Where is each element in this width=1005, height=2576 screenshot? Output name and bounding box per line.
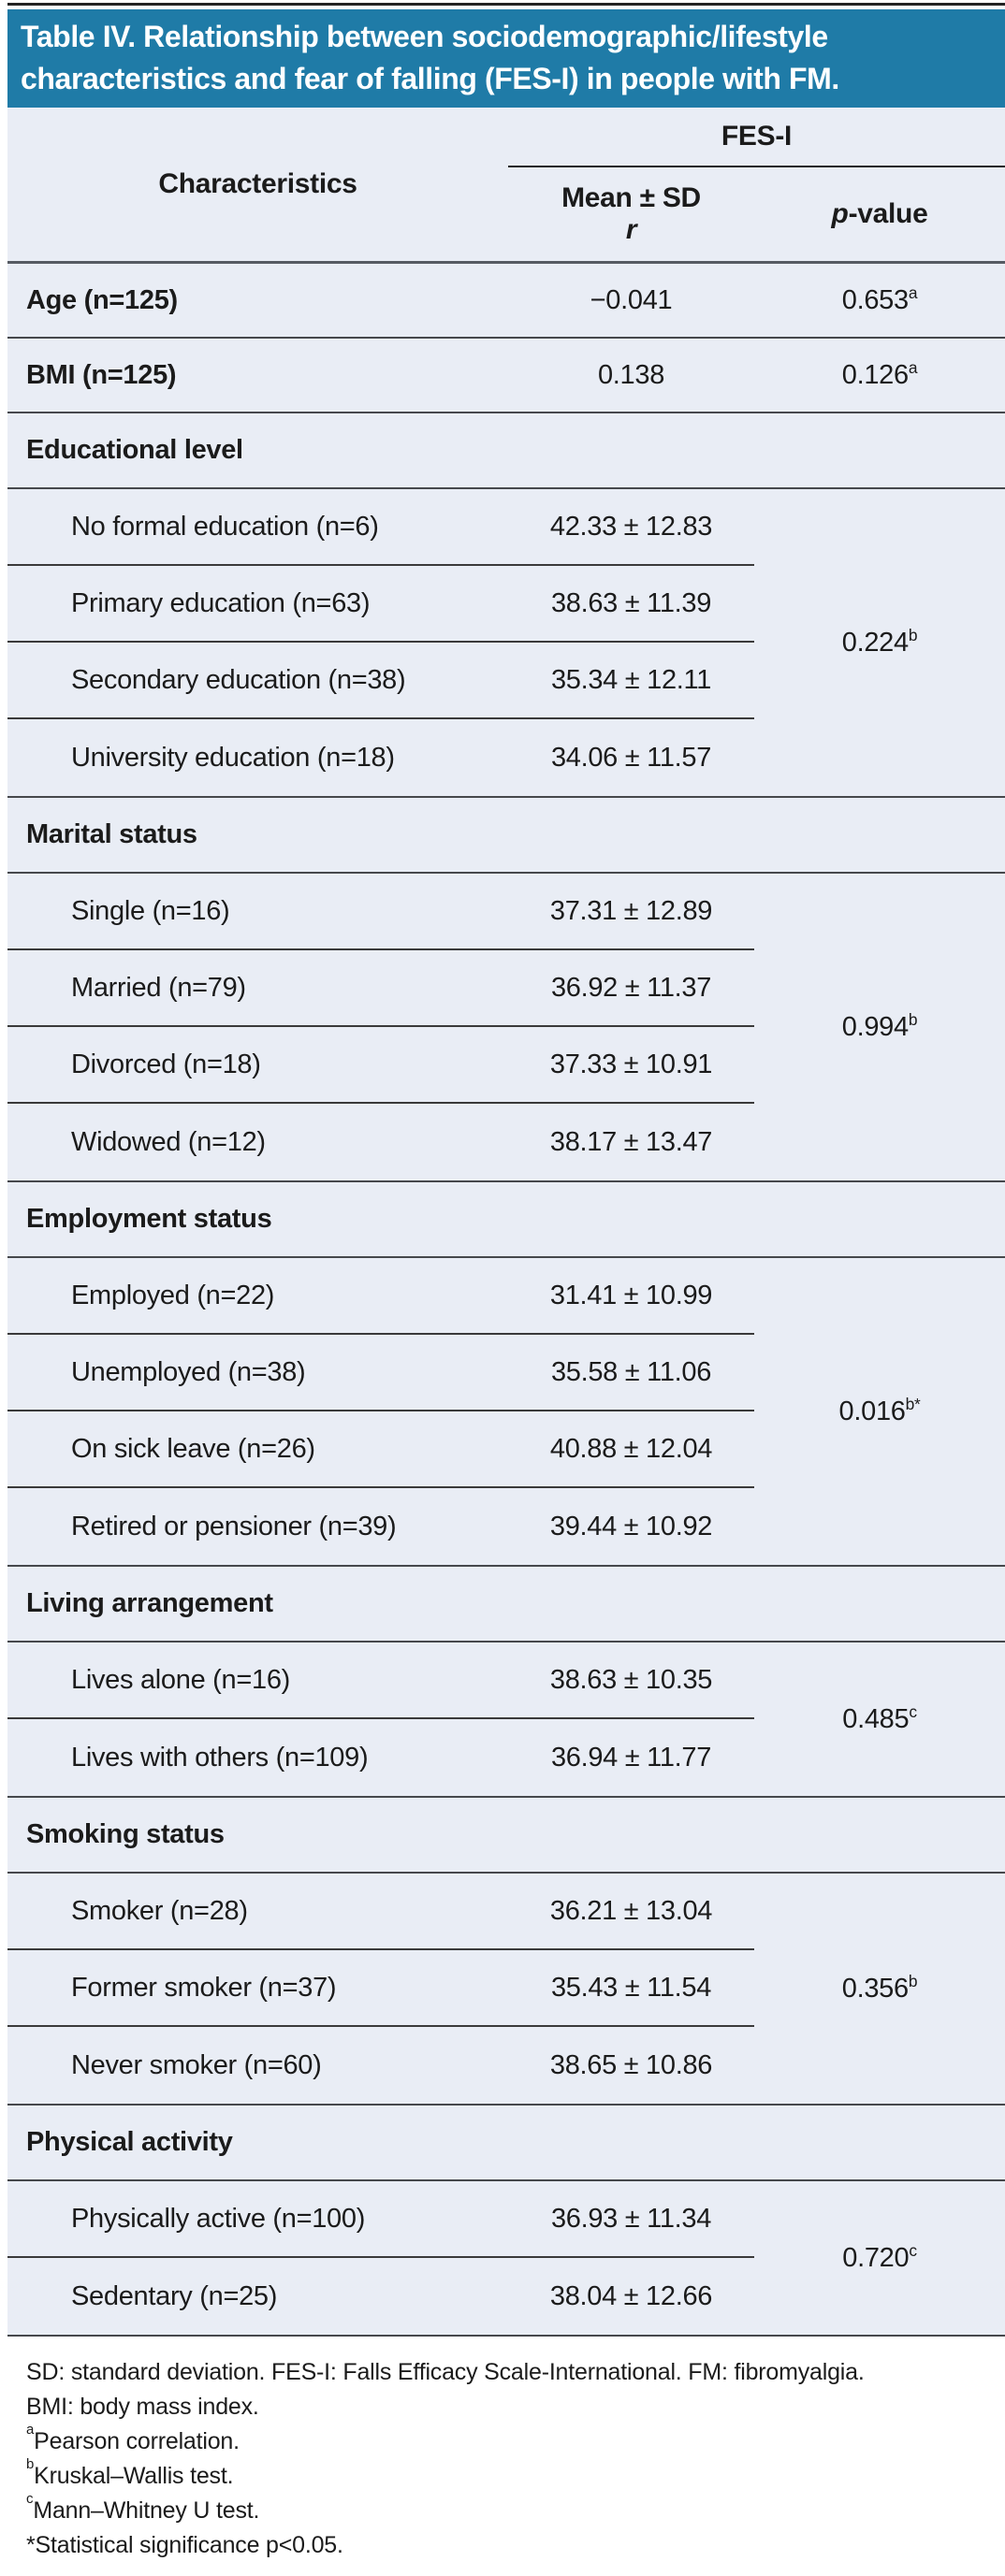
footnote-text: BMI: body mass index.: [26, 2394, 259, 2420]
row-value: 35.43 ± 11.54: [550, 1972, 712, 2003]
footnote-text: Mann–Whitney U test.: [33, 2497, 260, 2524]
section-subrows: [7, 1258, 754, 1565]
p-value-text: 0.016: [838, 1396, 906, 1426]
top-rule-divider: [7, 3, 1005, 6]
row-value: 36.93 ± 11.34: [550, 2203, 712, 2234]
row-label: Former smoker (n=37): [71, 1972, 337, 2003]
column-group-header-fesi: FES-I: [508, 108, 1005, 167]
table-row: [7, 1335, 754, 1411]
r-label: r: [625, 214, 637, 245]
row-p-value: 0.653 $^a$: [841, 283, 918, 315]
section-body: [7, 1874, 1005, 2106]
section-heading: Educational level: [7, 413, 1005, 489]
p-value-text: 0.224: [841, 627, 909, 658]
section-p-value: 0.356 $^b$: [841, 1972, 918, 2004]
table-row: [7, 1411, 754, 1488]
section-subrows: [7, 2181, 754, 2335]
table-row: [7, 1874, 754, 1950]
row-label: Employed (n=22): [71, 1280, 275, 1310]
footnote-abbreviations: [26, 2355, 983, 2390]
table-row: [7, 1643, 754, 1719]
table-header-row: [7, 108, 1005, 264]
section-p-value: 0.720 $^c$: [842, 2241, 917, 2273]
section-smoking-status: [7, 1798, 1005, 2106]
table-row-age: [7, 264, 1005, 339]
row-label: Smoker (n=28): [71, 1895, 248, 1926]
table-row: [7, 1488, 754, 1565]
table-row: [7, 874, 754, 950]
row-value: 34.06 ± 11.57: [550, 742, 712, 773]
footnote-pearson: [26, 2421, 983, 2459]
footnote-bmi: [26, 2390, 983, 2424]
table-row: [7, 2181, 754, 2258]
section-heading: Living arrangement: [7, 1567, 1005, 1643]
section-body: [7, 1643, 1005, 1798]
section-body: [7, 489, 1005, 798]
table-row: [7, 1027, 754, 1104]
row-label: Unemployed (n=38): [71, 1356, 306, 1387]
column-header-characteristics: Characteristics: [158, 168, 357, 199]
row-value: 38.63 ± 11.39: [550, 587, 712, 618]
row-label: Lives alone (n=16): [71, 1664, 291, 1695]
section-heading: Smoking status: [7, 1798, 1005, 1874]
row-value: 35.58 ± 11.06: [550, 1356, 712, 1387]
table-row: [7, 566, 754, 643]
section-heading: Employment status: [7, 1182, 1005, 1258]
section-body: [7, 1258, 1005, 1567]
row-label: Widowed (n=12): [71, 1126, 266, 1157]
section-employment-status: [7, 1182, 1005, 1567]
footnote-significance: [26, 2528, 983, 2563]
section-heading: Marital status: [7, 798, 1005, 874]
row-label: Secondary education (n=38): [71, 664, 406, 695]
table-row: [7, 950, 754, 1027]
footnote-mann-whitney: [26, 2490, 983, 2528]
section-subrows: [7, 489, 754, 796]
footnote-text: SD: standard deviation. FES-I: Falls Efficacy Scale-International. FM: fibromyalgia.: [26, 2359, 865, 2385]
p-value-text: 0.653: [841, 284, 909, 315]
footnote-superscript: c: [26, 2490, 34, 2507]
row-label: Single (n=16): [71, 895, 230, 926]
section-heading: Physical activity: [7, 2106, 1005, 2181]
row-label: Retired or pensioner (n=39): [71, 1511, 397, 1541]
row-value: 31.41 ± 10.99: [549, 1280, 713, 1310]
row-value: −0.041: [590, 284, 673, 315]
row-label: On sick leave (n=26): [71, 1433, 315, 1464]
mean-sd-label: Mean ± SD: [561, 182, 701, 213]
row-value: 36.92 ± 11.37: [550, 972, 712, 1003]
section-p-value: 0.224 $^b$: [841, 626, 918, 658]
table-row: [7, 2258, 754, 2335]
row-label: University education (n=18): [71, 742, 395, 773]
row-label: Never smoker (n=60): [71, 2049, 322, 2080]
row-value: 38.65 ± 10.86: [549, 2049, 713, 2080]
table-row: [7, 489, 754, 566]
row-label: Married (n=79): [71, 972, 246, 1003]
table-row: [7, 643, 754, 719]
row-label: BMI (n=125): [26, 359, 177, 390]
p-italic: p: [831, 198, 849, 229]
section-body: [7, 2181, 1005, 2337]
footnote-superscript: b: [26, 2455, 35, 2472]
row-label: Primary education (n=63): [71, 587, 371, 618]
row-label: Sedentary (n=25): [71, 2280, 278, 2311]
table-row: [7, 1950, 754, 2027]
row-value: 35.34 ± 12.11: [550, 664, 712, 695]
table-row: [7, 1719, 754, 1796]
column-header-mean-sd-r: [508, 167, 754, 261]
row-label: Physically active (n=100): [71, 2203, 366, 2234]
p-value-text: 0.720: [842, 2242, 910, 2273]
row-value: 0.138: [597, 359, 665, 390]
row-value: 38.17 ± 13.47: [549, 1126, 713, 1157]
p-value-text: 0.994: [841, 1011, 909, 1042]
row-label: Lives with others (n=109): [71, 1742, 369, 1773]
footnotes-block: [7, 2337, 1005, 2563]
row-value: 42.33 ± 12.83: [549, 511, 713, 542]
row-p-value: 0.126 $^a$: [841, 358, 918, 390]
footnote-text: Kruskal–Wallis test.: [34, 2463, 234, 2489]
row-value: 37.31 ± 12.89: [549, 895, 713, 926]
row-label: No formal education (n=6): [71, 511, 379, 542]
section-body: [7, 874, 1005, 1182]
section-living-arrangement: [7, 1567, 1005, 1798]
table-row-bmi: [7, 339, 1005, 413]
footnote-kruskal-wallis: [26, 2455, 983, 2494]
row-label: Divorced (n=18): [71, 1049, 261, 1079]
table-row: [7, 719, 754, 796]
p-value-text: 0.485: [842, 1703, 910, 1734]
row-value: 40.88 ± 12.04: [549, 1433, 713, 1464]
row-value: 38.63 ± 10.35: [549, 1664, 713, 1695]
table-row: [7, 2027, 754, 2104]
row-value: 36.94 ± 11.77: [550, 1742, 712, 1773]
row-value: 36.21 ± 13.04: [549, 1895, 713, 1926]
section-marital-status: [7, 798, 1005, 1182]
row-label: Age (n=125): [26, 284, 178, 315]
section-physical-activity: [7, 2106, 1005, 2337]
table-row: [7, 1258, 754, 1335]
p-value-suffix: -value: [848, 198, 928, 229]
section-p-value: 0.994 $^b$: [841, 1010, 918, 1042]
column-header-p-value: [754, 167, 1005, 261]
table-title: Table IV. Relationship between sociodemographic/lifestyle characteristics and fear of falling (FES-I) in people with FM.: [7, 9, 1005, 108]
section-educational-level: [7, 413, 1005, 798]
section-subrows: [7, 874, 754, 1180]
footnote-superscript: a: [26, 2421, 35, 2438]
table-content: [7, 3, 1005, 2563]
row-value: 38.04 ± 12.66: [549, 2280, 713, 2311]
row-value: 37.33 ± 10.91: [549, 1049, 713, 1079]
p-value-text: 0.356: [841, 1973, 909, 2004]
footnote-text: *Statistical significance p<0.05.: [26, 2532, 343, 2558]
section-p-value: 0.485 $^c$: [842, 1702, 917, 1734]
data-table: [7, 108, 1005, 2337]
section-subrows: [7, 1874, 754, 2104]
p-value-text: 0.126: [841, 359, 909, 390]
section-subrows: [7, 1643, 754, 1796]
section-p-value: 0.016 $^{b*}$: [838, 1395, 921, 1426]
table-row: [7, 1104, 754, 1180]
footnote-text: Pearson correlation.: [34, 2428, 240, 2454]
row-value: 39.44 ± 10.92: [549, 1511, 713, 1541]
